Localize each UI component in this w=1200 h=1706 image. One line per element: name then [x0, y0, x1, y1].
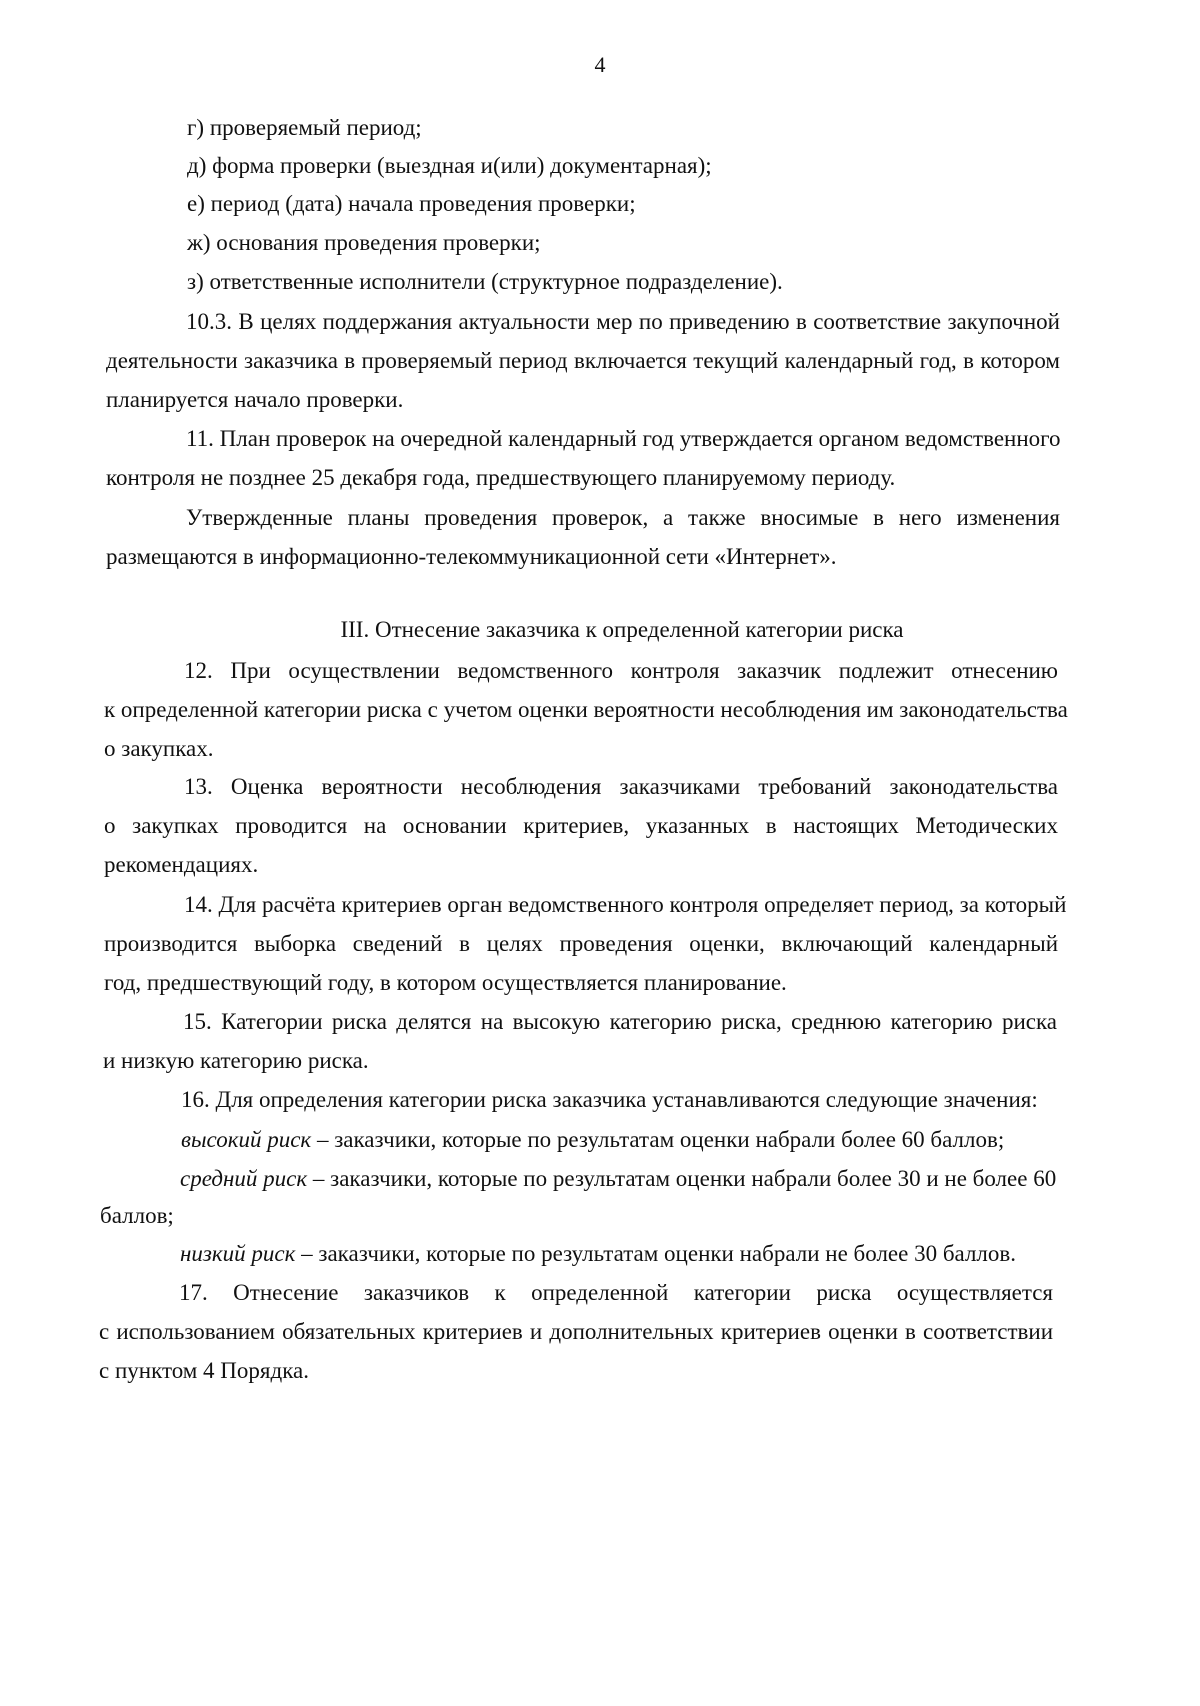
risk-mid-line1 [180, 1163, 1057, 1195]
risk-high-text: – заказчики, которые по результатам оценки набрали более 60 баллов; [311, 1127, 1005, 1152]
para-15-line2: и низкую категорию риска. [103, 1048, 369, 1073]
para-17-line2: с использованием обязательных критериев и дополнительных критериев оценки в соответствии [99, 1319, 1053, 1344]
para-14-line3: год, предшествующий году, в котором осуществляется планирование. [104, 970, 787, 995]
para-14-line1: 14. Для расчёта критериев орган ведомственного контроля определяет период, за который [184, 892, 1067, 917]
item-z: з) ответственные исполнители (структурное подразделение). [187, 269, 783, 294]
para-10-3-line3: планируется начало проверки. [106, 387, 404, 412]
para-11-line1: 11. План проверок на очередной календарный год утверждается органом ведомственного [186, 426, 1061, 451]
item-g: г) проверяемый период; [187, 115, 422, 140]
risk-high-term: высокий риск [181, 1127, 312, 1152]
para-16: 16. Для определения категории риска заказчика устанавливаются следующие значения: [181, 1087, 1038, 1112]
para-14-line2: производится выборка сведений в целях проведения оценки, включающий календарный [104, 931, 1058, 956]
risk-low-term: низкий риск [180, 1241, 296, 1266]
page-number: 4 [594, 52, 606, 77]
para-10-3-line2: деятельности заказчика в проверяемый период включается текущий календарный год, в котором [106, 348, 1060, 373]
para-17-line3: с пунктом 4 Порядка. [99, 1358, 309, 1383]
para-13-line1: 13. Оценка вероятности несоблюдения заказчиками требований законодательства [184, 774, 1058, 799]
para-plans-line1: Утвержденные планы проведения проверок, а также вносимые в него изменения [186, 505, 1060, 530]
item-e: е) период (дата) начала проведения проверки; [187, 191, 636, 216]
para-10-3-line1: 10.3. В целях поддержания актуальности мер по приведению в соответствие закупочной [186, 309, 1060, 334]
para-12-line3: о закупках. [104, 736, 214, 761]
risk-low [180, 1238, 1016, 1270]
risk-mid-term: средний риск [180, 1166, 308, 1191]
para-13-line3: рекомендациях. [104, 852, 259, 877]
section-heading: III. Отнесение заказчика к определенной категории риска [340, 617, 904, 642]
para-12-line1: 12. При осуществлении ведомственного контроля заказчик подлежит отнесению [184, 658, 1058, 683]
risk-low-text: – заказчики, которые по результатам оценки набрали не более 30 баллов. [295, 1241, 1017, 1266]
risk-mid-line2: баллов; [100, 1203, 174, 1228]
para-11-line2: контроля не позднее 25 декабря года, предшествующего планируемому периоду. [106, 465, 896, 490]
item-zh: ж) основания проведения проверки; [187, 230, 541, 255]
item-d: д) форма проверки (выездная и(или) документарная); [187, 153, 712, 178]
risk-mid-text: – заказчики, которые по результатам оценки набрали более 30 и не более 60 [307, 1166, 1057, 1191]
para-13-line2: о закупках проводится на основании критериев, указанных в настоящих Методических [104, 813, 1058, 838]
para-12-line2: к определенной категории риска с учетом оценки вероятности несоблюдения им законодательства [104, 697, 1068, 722]
para-15-line1: 15. Категории риска делятся на высокую категорию риска, среднюю категорию риска [183, 1009, 1057, 1034]
risk-high [181, 1124, 1004, 1156]
para-17-line1: 17. Отнесение заказчиков к определенной категории риска осуществляется [179, 1280, 1053, 1305]
para-plans-line2: размещаются в информационно-телекоммуникационной сети «Интернет». [106, 544, 837, 569]
